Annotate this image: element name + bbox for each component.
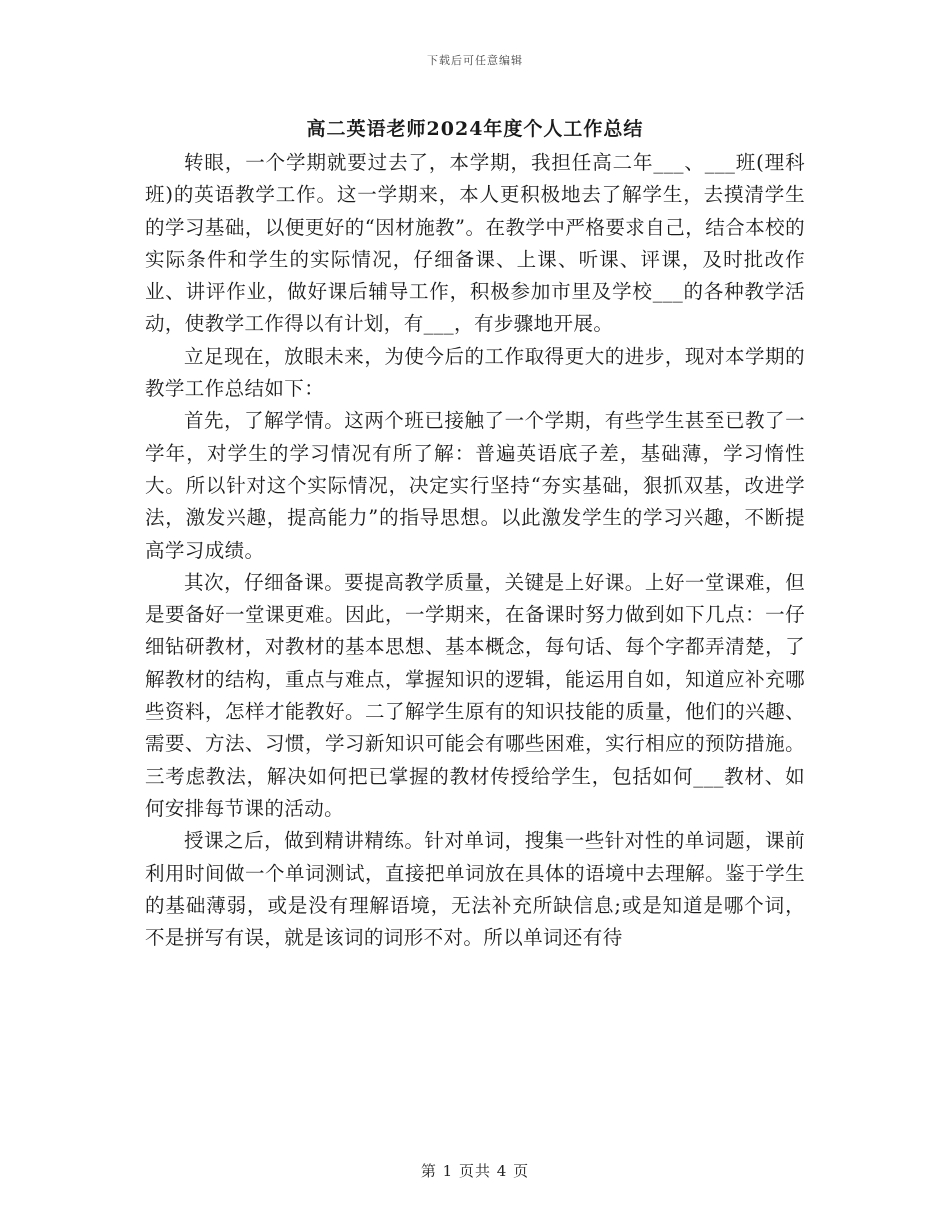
paragraph-understand-students: 首先，了解学情。这两个班已接触了一个学期，有些学生甚至已教了一学年，对学生的学习情况有所了解：普遍英语底子差，基础薄，学习惰性大。所以针对这个实际情况，决定实行坚持“夯实基础，狠抓双基，改进学法，激发兴趣，提高能力”的指导思想。以此激发学生的学习兴趣，不断提高学习成绩。 bbox=[145, 409, 805, 562]
document-title: 高二英语老师2024年度个人工作总结 bbox=[306, 118, 644, 140]
paragraph-intro: 转眼，一个学期就要过去了，本学期，我担任高二年___、___班(理科班)的英语教学工作。这一学期来，本人更积极地去了解学生，去摸清学生的学习基础，以便更好的“因材施教”。在教学中严格要求自己，结合本校的实际条件和学生的实际情况，仔细备课、上课、听课、评课，及时批改作业、讲评作业，做好课后辅导工作，积极参加市里及学校___的各种教学活动，使教学工作得以有计划，有___，有步骤地开展。 bbox=[145, 151, 805, 336]
download-note: 下载后可任意编辑 bbox=[427, 54, 523, 67]
page-number: 第 1 页共 4 页 bbox=[420, 1162, 530, 1180]
paragraph-after-teaching: 授课之后，做到精讲精练。针对单词，搜集一些针对性的单词题，课前利用时间做一个单词测试，直接把单词放在具体的语境中去理解。鉴于学生的基础薄弱，或是没有理解语境，无法补充所缺信息;或是知道是哪个词，不是拼写有误，就是该词的词形不对。所以单词还有待 bbox=[145, 829, 805, 950]
document-body bbox=[145, 147, 805, 954]
paragraph-lesson-preparation: 其次，仔细备课。要提高教学质量，关键是上好课。上好一堂课难，但是要备好一堂课更难。因此，一学期来，在备课时努力做到如下几点：一仔细钻研教材，对教材的基本思想、基本概念，每句话、每个字都弄清楚，了解教材的结构，重点与难点，掌握知识的逻辑，能运用自如，知道应补充哪些资料，怎样才能教好。二了解学生原有的知识技能的质量，他们的兴趣、需要、方法、习惯，学习新知识可能会有哪些困难，实行相应的预防措施。三考虑教法，解决如何把已掌握的教材传授给学生，包括如何___教材、如何安排每节课的活动。 bbox=[145, 570, 805, 820]
paragraph-summary-lead: 立足现在，放眼未来，为使今后的工作取得更大的进步，现对本学期的教学工作总结如下： bbox=[145, 344, 805, 401]
